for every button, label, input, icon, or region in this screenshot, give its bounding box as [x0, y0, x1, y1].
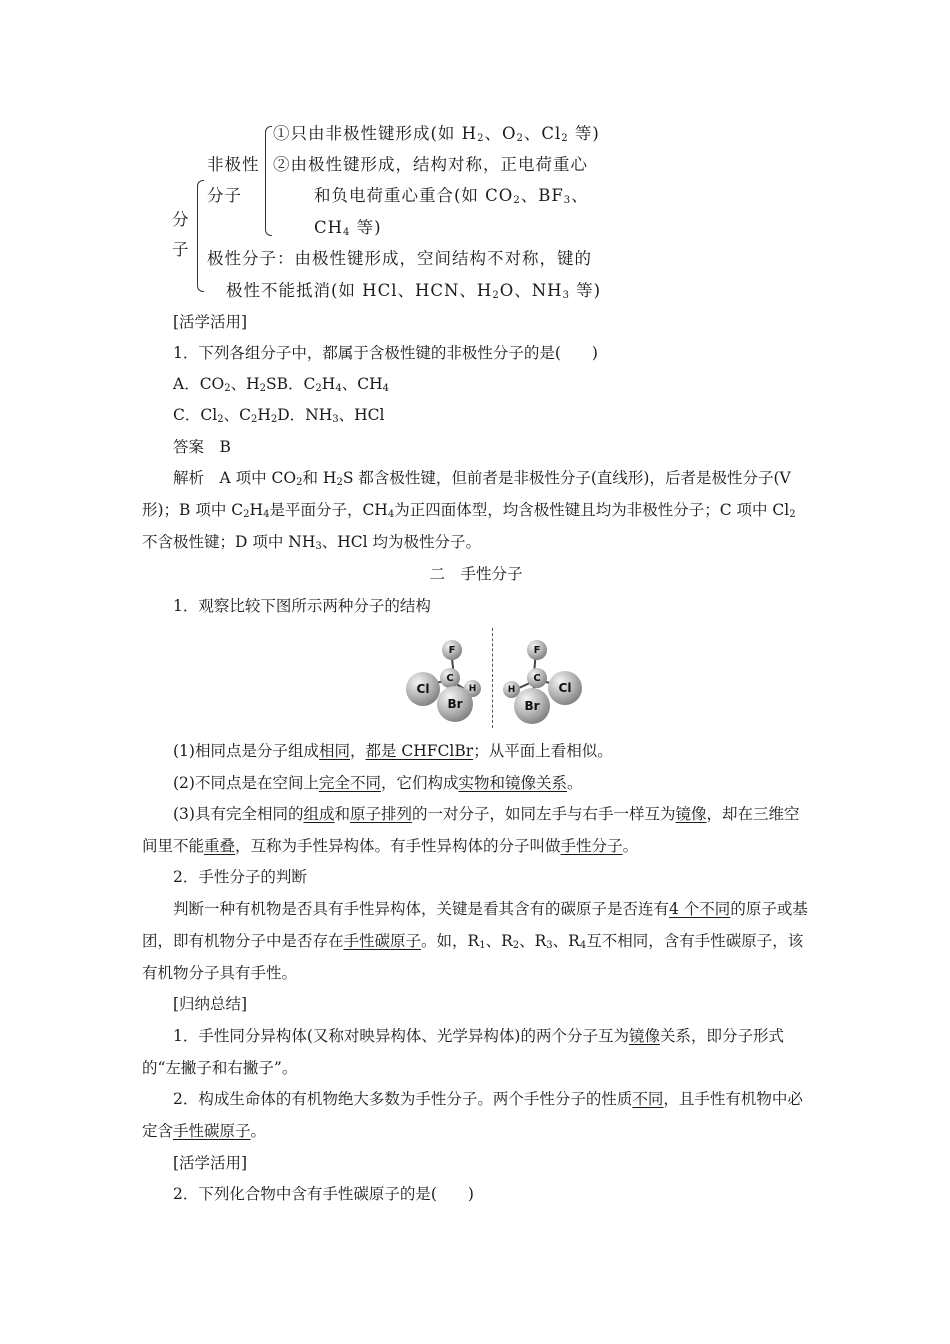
- judge-heading: 2．手性分子的判断: [173, 868, 307, 886]
- atom-chlorine: Cl: [548, 671, 582, 705]
- practice-tag-2: [活学活用]: [173, 1154, 248, 1172]
- atom-fluorine: F: [527, 640, 547, 660]
- polar-line-1: 极性分子：由极性键形成，空间结构不对称，键的: [207, 249, 592, 268]
- atom-bromine: Br: [437, 686, 473, 722]
- question-1-answer: 答案 B: [173, 438, 231, 456]
- nonpolar-item-2-line-2: 和负电荷重心重合(如 $CO_2$、$BF_3$、: [314, 186, 589, 206]
- judge-paragraph: 判断一种有机物是否具有手性异构体，关键是看其含有的碳原子是否连有4 个不同的原子或基团，即有机物分子中是否存在手性碳原子。如，$R_1$、$R_2$、$R_3$、$R_4$互不相同，含有手性碳原子，该有机物分子具有手性。: [142, 900, 808, 982]
- nonpolar-item-2-line-1: ②由极性键形成，结构对称，正电荷重心: [273, 155, 588, 174]
- question-1-options-cd: C．$Cl_2$、$C_2H_2D$．$NH_3$、HCl: [173, 406, 385, 425]
- polar-line-2: 极性不能抵消(如 HCl、HCN、$H_2O$、$NH_3$ 等): [226, 281, 602, 301]
- practice-tag-1: [活学活用]: [173, 313, 248, 331]
- mirror-plane: [492, 628, 493, 728]
- atom-bromine: Br: [514, 688, 550, 724]
- summary-tag: [归纳总结]: [173, 995, 248, 1013]
- atom-hydrogen: H: [503, 681, 520, 698]
- question-2-stem: 2．下列化合物中含有手性碳原子的是( ): [173, 1185, 474, 1203]
- tree-root-brace: [197, 180, 204, 292]
- section-heading: 二 手性分子: [429, 565, 523, 583]
- atom-hydrogen: H: [464, 680, 481, 697]
- tree-root-label: 分子: [172, 210, 190, 259]
- question-1-explanation: 解析 A 项中 $CO_2$和 $H_2S$ 都含极性键，但前者是非极性分子(直线形)，后者是极性分子(V 形)；B 项中 $C_2H_4$是平面分子，$CH_4$为正四面体型，均含极性键且均为非极性分子；C 项中 $Cl_2$不含极性键；D 项中 $NH_3$、HCl 均为极性分子。: [142, 469, 796, 552]
- atom-carbon: C: [440, 668, 460, 688]
- point-3: (3)具有完全相同的组成和原子排列的一对分子，如同左手与右手一样互为镜像，却在三维空间里不能重叠，互称为手性异构体。有手性异构体的分子叫做手性分子。: [142, 805, 800, 855]
- point-1: (1)相同点是分子组成相同，都是 CHFClBr；从平面上看相似。: [173, 742, 613, 760]
- summary-2: 2．构成生命体的有机物绝大多数为手性分子。两个手性分子的性质不同，且手性有机物中必定含手性碳原子。: [142, 1090, 803, 1140]
- summary-1: 1．手性同分异构体(又称对映异构体、光学异构体)的两个分子互为镜像关系，即分子形式的“左撇子和右撇子”。: [142, 1027, 784, 1077]
- atom-chlorine: Cl: [406, 672, 440, 706]
- question-1-options-ab: A．$CO_2$、$H_2SB$．$C_2H_4$、$CH_4$: [173, 375, 389, 394]
- point-2: (2)不同点是在空间上完全不同，它们构成实物和镜像关系。: [173, 774, 583, 792]
- nonpolar-item-1: ①只由非极性键形成(如 $H_2$、$O_2$、$Cl_2$ 等): [273, 124, 600, 144]
- nonpolar-label-2: 分子: [207, 186, 242, 205]
- observe-instruction: 1．观察比较下图所示两种分子的结构: [173, 597, 431, 615]
- atom-fluorine: F: [442, 640, 462, 660]
- question-1-stem: 1．下列各组分子中，都属于含极性键的非极性分子的是( ): [173, 344, 598, 362]
- nonpolar-label: 非极性: [207, 155, 260, 174]
- chiral-molecule-figure: [400, 628, 590, 728]
- nonpolar-item-2-line-3: $CH_4$ 等): [314, 218, 382, 238]
- atom-carbon: C: [527, 668, 547, 688]
- nonpolar-brace: [265, 126, 272, 236]
